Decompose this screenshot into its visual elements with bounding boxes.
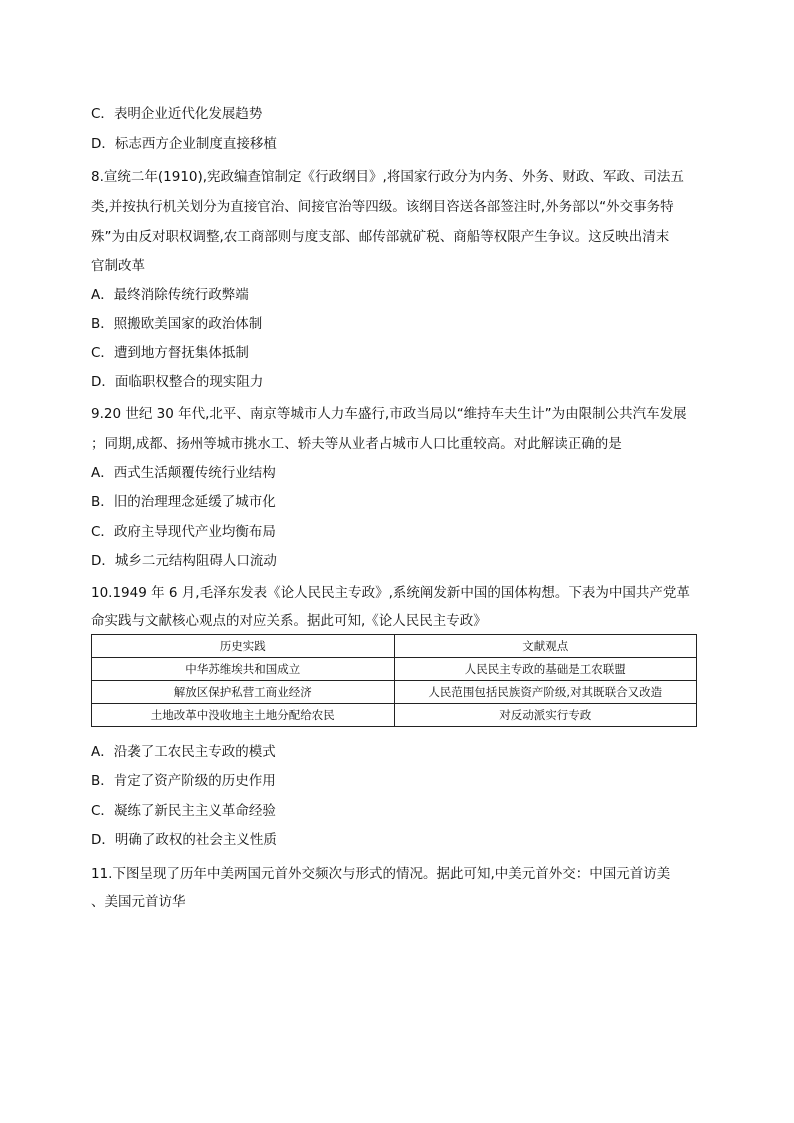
table-cell: 土地改革中没收地主土地分配给农民 [92, 704, 395, 727]
table-row [92, 658, 697, 681]
q10-stem-line-2: 命实践与文献核心观点的对应关系。据此可知,《论人民民主专政》 [91, 613, 487, 629]
table-cell: 解放区保护私营工商业经济 [92, 681, 395, 704]
q9-option-c: C．政府主导现代产业均衡布局 [91, 524, 276, 540]
q10-table [91, 634, 697, 727]
q8-stem-line-4: 官制改革 [91, 258, 145, 274]
table-header-cell: 文献观点 [394, 635, 697, 658]
q8-option-a: A．最终消除传统行政弊端 [91, 287, 249, 303]
table-cell: 对反动派实行专政 [394, 704, 697, 727]
option-d-prev: D．标志西方企业制度直接移植 [91, 136, 277, 152]
q8-stem-line-3: 殊”为由反对职权调整,农工商部则与度支部、邮传部就矿税、商船等权限产生争议。这反映出清末 [91, 229, 670, 245]
q9-option-b: B．旧的治理理念延缓了城市化 [91, 494, 276, 510]
option-c-prev: C．表明企业近代化发展趋势 [91, 106, 263, 122]
q10-option-b: B．肯定了资产阶级的历史作用 [91, 773, 276, 789]
q8-option-b: B．照搬欧美国家的政治体制 [91, 316, 263, 332]
table-cell: 人民民主专政的基础是工农联盟 [394, 658, 697, 681]
q9-option-a: A．西式生活颠覆传统行业结构 [91, 465, 276, 481]
table-row [92, 704, 697, 727]
table-row [92, 681, 697, 704]
q8-stem-line-1: 8.宣统二年(1910),宪政编查馆制定《行政纲目》,将国家行政分为内务、外务、财政、军政、司法五 [91, 169, 684, 185]
q8-stem-line-2: 类,并按执行机关划分为直接官治、间接官治等四级。该纲目咨送各部签注时,外务部以“外交事务特 [91, 199, 674, 215]
q10-option-c: C．凝练了新民主主义革命经验 [91, 803, 276, 819]
q9-option-d: D．城乡二元结构阻碍人口流动 [91, 553, 277, 569]
q11-stem-line-1: 11.下图呈现了历年中美两国元首外交频次与形式的情况。据此可知,中美元首外交：中国元首访美 [91, 866, 671, 882]
q9-stem-line-1: 9.20 世纪 30 年代,北平、南京等城市人力车盛行,市政当局以“维持车夫生计”为由限制公共汽车发展 [91, 406, 687, 422]
table-header-cell: 历史实践 [92, 635, 395, 658]
table-header-row [92, 635, 697, 658]
q10-stem-line-1: 10.1949 年 6 月,毛泽东发表《论人民民主专政》,系统阐发新中国的国体构想。下表为中国共产党革 [91, 585, 690, 601]
q10-option-a: A．沿袭了工农民主专政的模式 [91, 744, 276, 760]
table-cell: 中华苏维埃共和国成立 [92, 658, 395, 681]
table-cell: 人民范围包括民族资产阶级,对其既联合又改造 [394, 681, 697, 704]
q9-stem-line-2: ；同期,成都、扬州等城市挑水工、轿夫等从业者占城市人口比重较高。对此解读正确的是 [91, 436, 622, 452]
q8-option-c: C．遭到地方督抚集体抵制 [91, 345, 249, 361]
q10-option-d: D．明确了政权的社会主义性质 [91, 832, 277, 848]
q11-stem-line-2: 、美国元首访华 [91, 894, 186, 910]
q8-option-d: D．面临职权整合的现实阻力 [91, 374, 264, 390]
